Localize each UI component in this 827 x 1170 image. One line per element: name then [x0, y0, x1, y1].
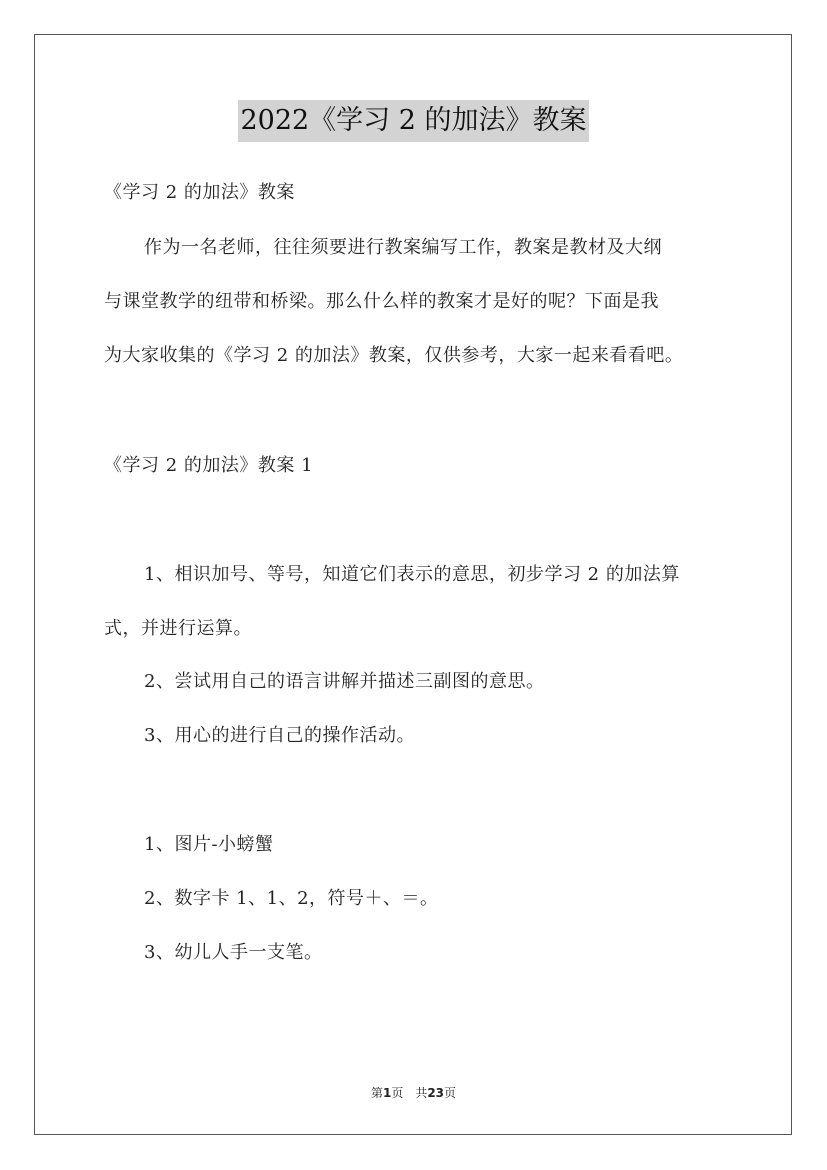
page-footer [0, 1084, 827, 1101]
intro-line-2: 与课堂教学的纽带和桥梁。那么什么样的教案才是好的呢？下面是我 [104, 291, 659, 312]
goal-line-3: 2、尝试用自己的语言讲解并描述三副图的意思。 [144, 671, 545, 692]
title-container [0, 100, 827, 142]
footer-total-pages: 23 [427, 1086, 445, 1100]
footer-middle: 页 共 [391, 1086, 428, 1100]
material-item-1: 1、图片-小螃蟹 [144, 834, 274, 855]
goal-line-2: 式，并进行运算。 [104, 618, 252, 639]
goal-line-4: 3、用心的进行自己的操作活动。 [144, 725, 415, 746]
goal-line-1: 1、相识加号、等号，知道它们表示的意思，初步学习 2 的加法算 [144, 564, 680, 585]
footer-page-number: 1 [382, 1086, 392, 1100]
document-title: 2022《学习 2 的加法》教案 [238, 100, 588, 142]
subtitle: 《学习 2 的加法》教案 [104, 182, 295, 203]
footer-prefix: 第 [370, 1086, 383, 1100]
material-item-2: 2、数字卡 1、1、2，符号＋、＝。 [144, 888, 439, 909]
section-heading: 《学习 2 的加法》教案 1 [104, 455, 314, 476]
intro-line-3: 为大家收集的《学习 2 的加法》教案，仅供参考，大家一起来看看吧。 [104, 345, 684, 366]
material-item-3: 3、幼儿人手一支笔。 [144, 942, 323, 963]
intro-line-1: 作为一名老师，往往须要进行教案编写工作，教案是教材及大纲 [144, 237, 662, 258]
footer-suffix: 页 [444, 1086, 457, 1100]
